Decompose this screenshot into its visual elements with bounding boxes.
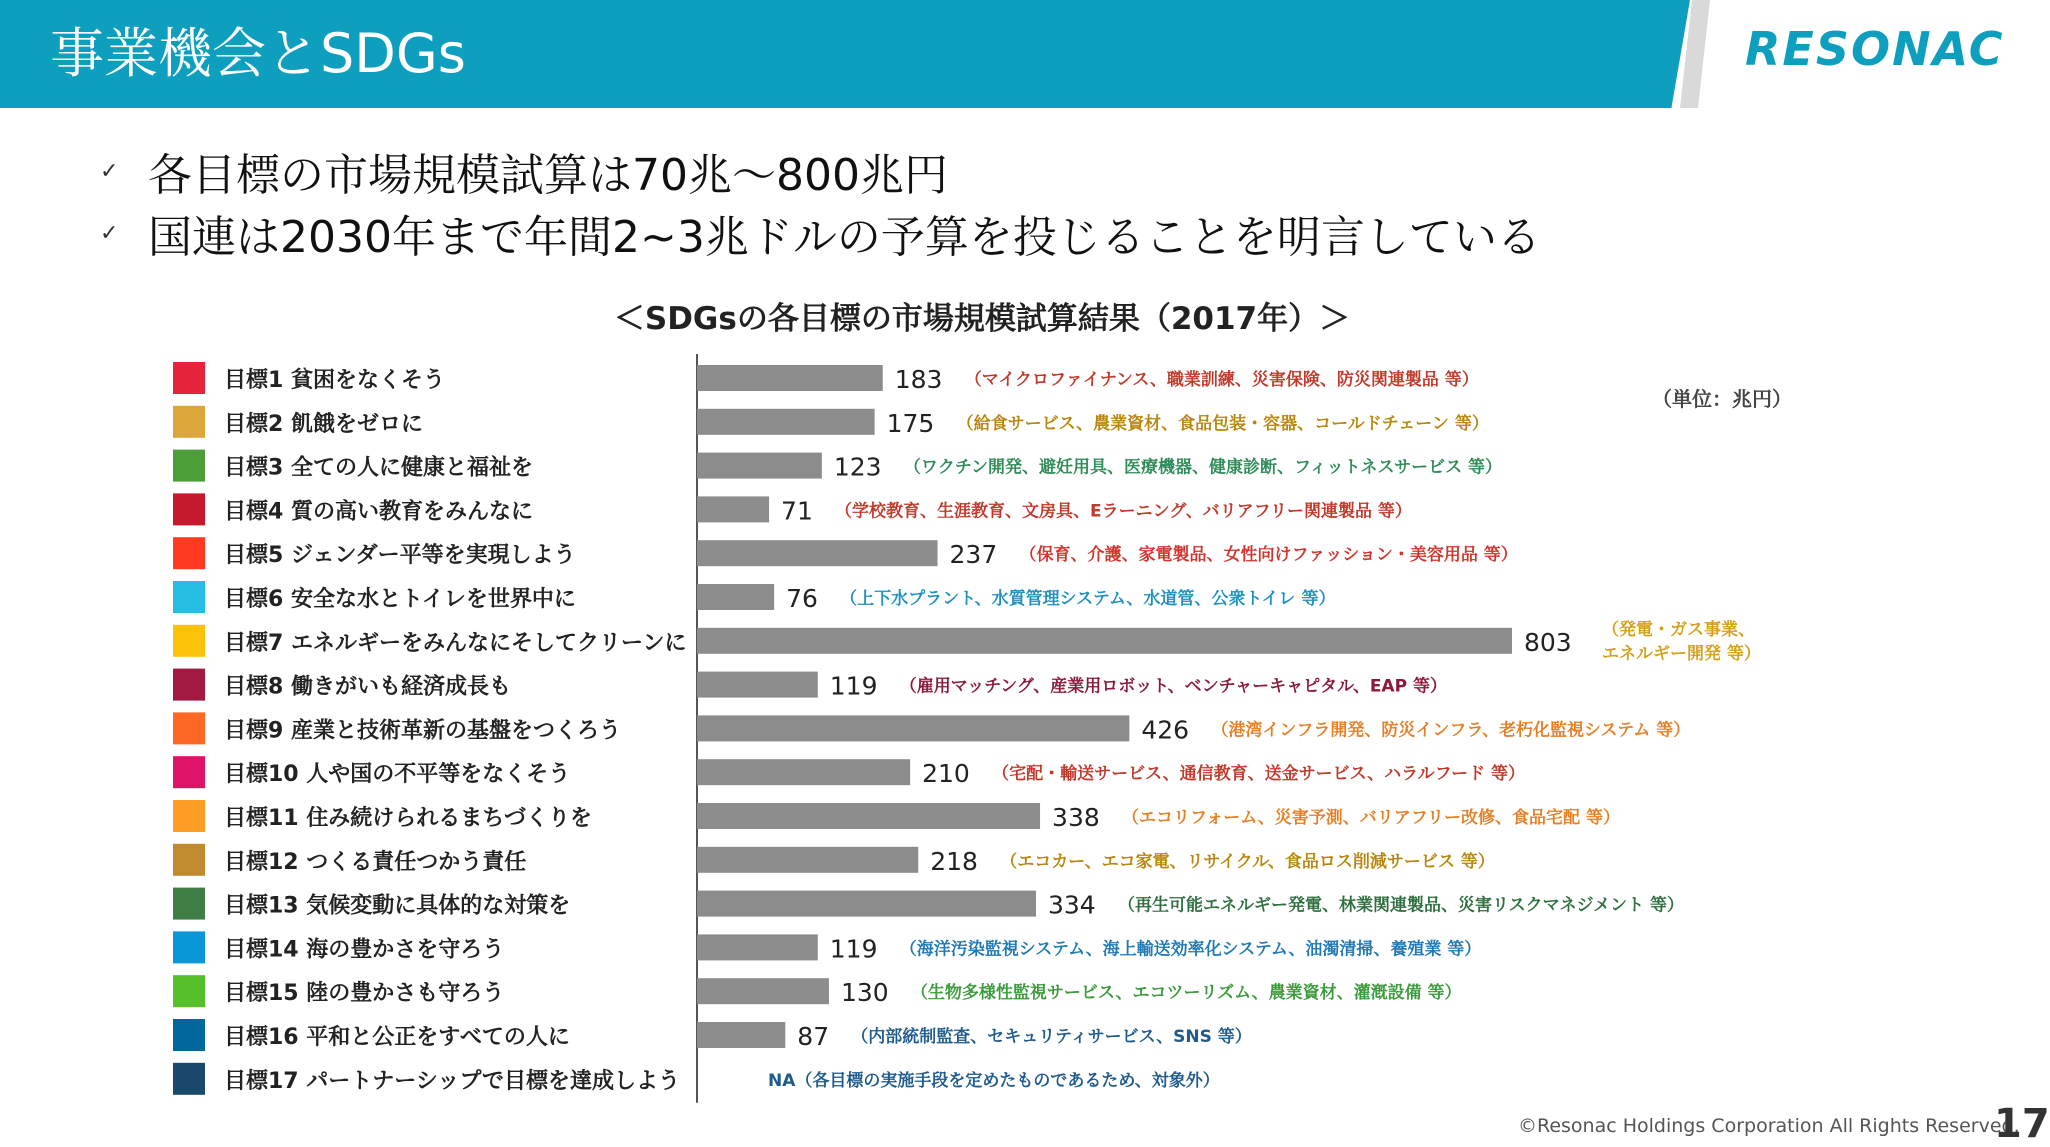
sdg-goal-icon bbox=[173, 406, 205, 438]
value-label: 87 bbox=[797, 1022, 830, 1051]
category-label: 目標6 安全な水とトイレを世界中に bbox=[224, 587, 576, 612]
sdg-goal-icon bbox=[173, 888, 205, 920]
bar bbox=[697, 628, 1512, 654]
sdg-goal-icon bbox=[173, 931, 205, 963]
bar bbox=[697, 1022, 785, 1048]
category-label: 目標5 ジェンダー平等を実現しよう bbox=[224, 543, 576, 569]
value-label: 123 bbox=[833, 452, 882, 482]
category-label: 目標14 海の豊かさを守ろう bbox=[224, 937, 505, 963]
annotation-text: （給食サービス、農業資材、食品包装・容器、コールドチェーン 等） bbox=[956, 413, 1489, 434]
bar bbox=[697, 365, 883, 391]
value-label: 119 bbox=[829, 934, 878, 964]
annotation-text: （学校教育、生涯教育、文房具、Eラーニング、バリアフリー関連製品 等） bbox=[835, 501, 1412, 522]
check-icon: ✓ bbox=[100, 220, 119, 246]
value-label: 334 bbox=[1047, 890, 1096, 920]
slide-title: 事業機会とSDGs bbox=[50, 22, 466, 85]
resonac-logo: RESONAC bbox=[1745, 22, 2005, 76]
chart-title: ＜SDGsの各目標の市場規模試算結果（2017年）＞ bbox=[613, 301, 1351, 337]
sdg-goal-icon bbox=[173, 450, 205, 482]
bullet-text: 国連は2030年まで年間2~3兆ドルの予算を投じることを明言している bbox=[148, 212, 1541, 263]
annotation-text: （内部統制監査、セキュリティサービス、SNS 等） bbox=[851, 1027, 1252, 1047]
bar bbox=[697, 409, 875, 435]
sdg-goal-icon bbox=[173, 669, 205, 701]
unit-label: （単位：兆円） bbox=[1652, 387, 1792, 411]
value-label: 426 bbox=[1141, 715, 1190, 745]
value-label: 175 bbox=[886, 408, 935, 438]
value-label: 210 bbox=[922, 759, 970, 789]
annotation-text: （発電・ガス事業、 bbox=[1602, 619, 1755, 640]
category-label: 目標2 飢餓をゼロに bbox=[224, 411, 423, 437]
sdg-goal-icon bbox=[173, 493, 205, 525]
category-label: 目標15 陸の豊かさも守ろう bbox=[224, 981, 505, 1007]
bullet-text: 各目標の市場規模試算は70兆～800兆円 bbox=[148, 150, 948, 201]
bar bbox=[697, 584, 774, 610]
value-label: 183 bbox=[894, 365, 943, 394]
category-label: 目標10 人や国の不平等をなくそう bbox=[224, 762, 571, 788]
category-label: 目標4 質の高い教育をみんなに bbox=[224, 499, 533, 525]
sdg-goal-icon bbox=[173, 537, 205, 569]
annotation-text: （生物多様性監視サービス、エコツーリズム、農業資材、灌漑設備 等） bbox=[910, 983, 1462, 1004]
category-label: 目標7 エネルギーをみんなにそしてクリーンに bbox=[224, 630, 687, 656]
value-label: 218 bbox=[930, 846, 978, 876]
annotation-text: （エコリフォーム、災害予測、バリアフリー改修、食品宅配 等） bbox=[1122, 808, 1620, 828]
sdg-goal-icon bbox=[173, 625, 205, 657]
annotation-text: （海洋汚染監視システム、海上輸送効率化システム、油濁清掃、養殖業 等） bbox=[899, 939, 1482, 960]
value-label: 338 bbox=[1052, 803, 1100, 832]
annotation-text: （再生可能エネルギー発電、林業関連製品、災害リスクマネジメント 等） bbox=[1117, 895, 1685, 916]
category-label: 目標16 平和と公正をすべての人に bbox=[224, 1025, 570, 1050]
annotation-text: （ワクチン開発、避妊用具、医療機器、健康診断、フィットネスサービス 等） bbox=[903, 457, 1503, 478]
category-label: 目標3 全ての人に健康と福祉を bbox=[224, 455, 533, 481]
check-icon: ✓ bbox=[100, 158, 119, 184]
sdg-goal-icon bbox=[173, 756, 205, 788]
value-label: 76 bbox=[786, 584, 818, 613]
value-label: 803 bbox=[1524, 627, 1572, 657]
value-label: 119 bbox=[829, 671, 878, 701]
sdg-goal-icon bbox=[173, 362, 205, 394]
annotation-text: （宅配・輸送サービス、通信教育、送金サービス、ハラルフード 等） bbox=[992, 764, 1526, 785]
bar bbox=[697, 803, 1040, 829]
annotation-text: （雇用マッチング、産業用ロボット、ベンチャーキャピタル、EAP 等） bbox=[899, 676, 1447, 697]
sdg-goal-icon bbox=[173, 1019, 205, 1051]
category-label: 目標12 つくる責任つかう責任 bbox=[224, 849, 527, 875]
category-label: 目標17 パートナーシップで目標を達成しよう bbox=[224, 1068, 681, 1094]
bar bbox=[697, 672, 818, 698]
value-label: 130 bbox=[840, 978, 889, 1008]
annotation-text: （港湾インフラ開発、防災インフラ、老朽化監視システム 等） bbox=[1211, 720, 1691, 741]
page-number: 17 bbox=[1994, 1101, 2050, 1147]
annotation-text: （上下水プラント、水質管理システム、水道管、公衆トイレ 等） bbox=[840, 589, 1336, 609]
annotation-text: エネルギー開発 等） bbox=[1602, 643, 1761, 664]
sdg-goal-icon bbox=[173, 975, 205, 1007]
annotation-text: NA（各目標の実施手段を定めたものであるため、対象外） bbox=[768, 1070, 1220, 1091]
bar bbox=[697, 453, 822, 479]
category-label: 目標8 働きがいも経済成長も bbox=[224, 674, 511, 700]
sdg-goal-icon bbox=[173, 800, 205, 832]
value-label: 237 bbox=[949, 540, 998, 570]
category-label: 目標13 気候変動に具体的な対策を bbox=[224, 893, 571, 919]
bar bbox=[697, 496, 769, 522]
sdg-goal-icon bbox=[173, 844, 205, 876]
sdg-goal-icon bbox=[173, 712, 205, 744]
bar bbox=[697, 759, 910, 785]
annotation-text: （マイクロファイナンス、職業訓練、災害保険、防災関連製品 等） bbox=[964, 370, 1479, 390]
copyright-footer: ©Resonac Holdings Corporation All Rights Reserved. bbox=[1518, 1115, 2020, 1137]
annotation-text: （エコカー、エコ家電、リサイクル、食品ロス削減サービス 等） bbox=[1000, 851, 1495, 872]
bar bbox=[697, 715, 1129, 741]
sdg-goal-icon bbox=[173, 1063, 205, 1095]
value-label: 71 bbox=[781, 496, 813, 526]
bar bbox=[697, 934, 818, 960]
category-label: 目標11 住み続けられるまちづくりを bbox=[224, 806, 593, 831]
bar bbox=[697, 891, 1036, 917]
sdg-goal-icon bbox=[173, 581, 205, 613]
annotation-text: （保育、介護、家電製品、女性向けファッション・美容用品 等） bbox=[1019, 545, 1518, 566]
category-label: 目標1 貧困をなくそう bbox=[224, 368, 445, 393]
category-label: 目標9 産業と技術革新の基盤をつくろう bbox=[224, 718, 621, 744]
bar bbox=[697, 847, 918, 873]
bar bbox=[697, 978, 829, 1004]
bar bbox=[697, 540, 938, 566]
